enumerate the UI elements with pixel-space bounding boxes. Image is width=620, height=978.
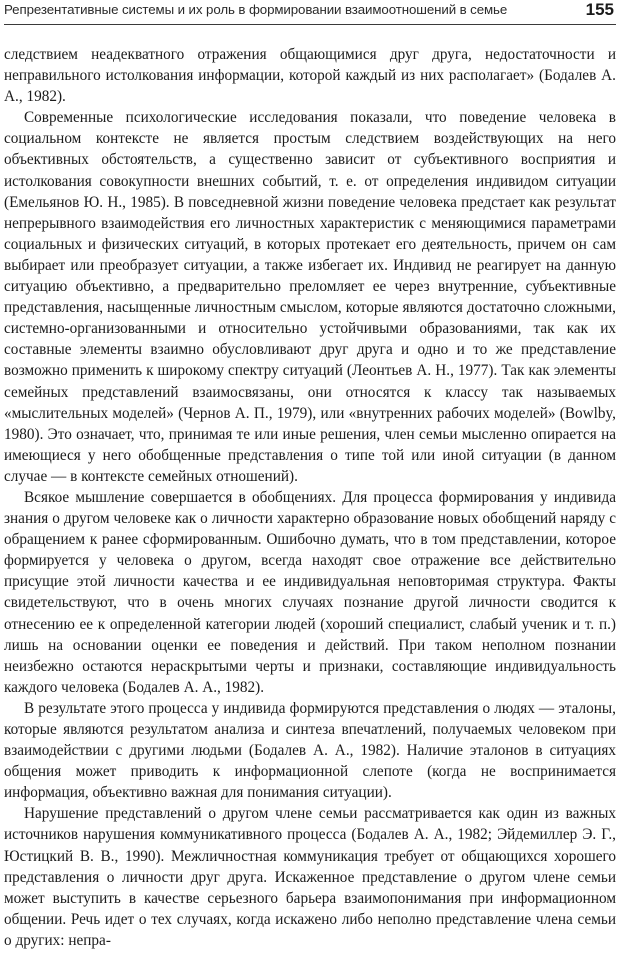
running-title: Репрезентативные системы и их роль в формировании взаимоотношений в семье — [4, 2, 508, 17]
body-text — [4, 44, 616, 951]
paragraph-continuation: следствием неадекватного отражения общающимися друг друга, недостаточности и неправильного истолкования информации, которой каждый из них располагает» (Бодалев А. А., 1982). — [4, 46, 616, 106]
paragraph: Современные психологические исследования показали, что поведение человека в социальном контексте не является простым следствием воздействующих на него объективных обстоятельств, а существенно зависит от субъективного восприятия и истолкования совокупности внешних событий, т. е. от определения индивидом ситуации (Емельянов Ю. Н., 1985). В повседневной жизни поведение человека предстает как результат непрерывного взаимодействия его личностных характеристик с меняющимися параметрами социальных и физических ситуаций, в которых протекает его деятельность, причем он сам выбирает или преобразует ситуации, а также избегает их. Индивид не реагирует на данную ситуацию объективно, а предварительно преломляет ее через внутренние, субъективные представления, насыщенные личностным смыслом, которые являются достаточно сложными, системно-организованными и относительно устойчивыми образованиями, так как их составные элементы взаимно обусловливают друг друга и одно и то же представление возможно применить к широкому спектру ситуаций (Леонтьев А. Н., 1977). Так как элементы семейных представлений взаимосвязаны, они относятся к классу так называемых «мыслительных моделей» (Чернов А. П., 1979), или «внутренних рабочих моделей» (Bowlby, 1980). Это означает, что, принимая те или иные решения, член семьи мысленно опирается на имеющиеся у него обобщенные представления о типе той или иной ситуации (в данном случае — в контексте семейных отношений). — [4, 109, 616, 485]
running-header — [4, 0, 616, 25]
paragraph: Нарушение представлений о другом члене семьи рассматривается как один из важных источников нарушения коммуникативного процесса (Бодалев А. А., 1982; Эйдемиллер Э. Г., Юстицкий В. В., 1990). Межличностная коммуникация требует от общающихся хорошего представления о личности друг друга. Искаженное представление о другом члене семьи может выступить в качестве серьезного барьера взаимопонимания при информационном общении. Речь идет о тех случаях, когда искажено либо неполно представление члена семьи о других: непра- — [4, 805, 616, 949]
paragraph: В результате этого процесса у индивида формируются представления о людях — эталоны, которые являются результатом анализа и синтеза впечатлений, получаемых человеком при взаимодействии с другими людьми (Бодалев А. А., 1982). Наличие эталонов в ситуациях общения может приводить к информационной слепоте (когда не воспринимается информация, объективно важная для понимания ситуации). — [4, 699, 616, 802]
paragraph: Всякое мышление совершается в обобщениях. Для процесса формирования у индивида знания о другом человеке как о личности характерно образование новых обобщений наряду с обращением к ранее сформированным. Ошибочно думать, что в том представлении, которое формируется у человека о другом, всегда находят свое отражение все действительно присущие этой личности качества и ее индивидуальная неповторимая структура. Факты свидетельствуют, что в очень многих случаях познание другой личности сводится к отнесению ее к определенной категории людей (хороший специалист, слабый ученик и т. п.) лишь на основании оценки ее поведения и действий. При таком неполном познании неизбежно остаются нераскрытыми черты и признаки, составляющие индивидуальность каждого человека (Бодалев А. А., 1982). — [4, 488, 616, 696]
page-number: 155 — [585, 0, 614, 19]
